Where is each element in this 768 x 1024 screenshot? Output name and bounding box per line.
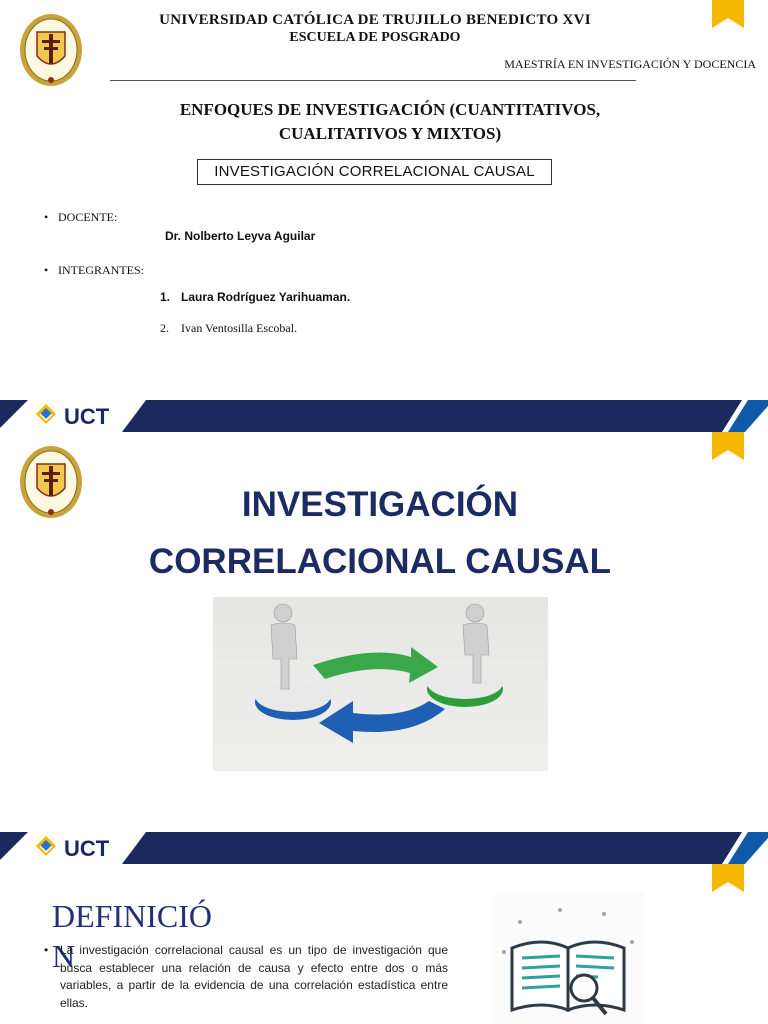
bullet-dot: • [44,210,49,224]
open-book-magnifier-icon [494,892,644,1024]
definition-heading-line1: DEFINICIÓ [52,898,212,934]
definition-paragraph [44,942,448,1012]
subtopic-box: INVESTIGACIÓN CORRELACIONAL CAUSAL [197,159,552,185]
definition-text: La investigación correlacional causal es un tipo de investigación que busca establecer una relación de causa y efecto entre dos o más variables, a partir de la evidencia de una correlación estadística entre ellas. [60,943,448,1010]
course-topic-line1: ENFOQUES DE INVESTIGACIÓN (CUANTITATIVOS, [179,100,601,119]
uct-banner [0,832,768,864]
members-bullet [44,263,144,278]
uct-banner [0,400,768,432]
bullet-dot: • [44,263,49,277]
member-item [160,290,350,304]
blue-arrow [319,701,445,743]
members-label: INTEGRANTES: [58,263,144,277]
member-item [160,321,297,336]
bookmark-icon [712,864,744,892]
slide-heading-line2: CORRELACIONAL CAUSAL [148,542,612,581]
header-divider [110,80,636,81]
uct-brand-text: UCT [64,404,110,429]
slide-heading [110,476,650,590]
uct-brand-text: UCT [64,836,110,861]
university-crest-icon [18,444,84,522]
slide-cover [0,0,768,400]
course-topic-line2: CUALITATIVOS Y MIXTOS) [278,124,502,143]
bookmark-icon [712,0,744,28]
bookmark-icon [712,432,744,460]
slide-definition [0,864,768,1024]
school-name: ESCUELA DE POSGRADO [289,30,461,45]
university-crest-icon [18,12,84,90]
cycle-illustration [213,597,548,771]
program-name: MAESTRÍA EN INVESTIGACIÓN Y DOCENCIA [504,57,756,71]
course-topic [130,98,650,146]
teacher-bullet [44,210,117,225]
definition-heading-line2: N [52,938,76,974]
university-name: UNIVERSIDAD CATÓLICA DE TRUJILLO BENEDICTO XVI [159,12,591,28]
slide-title [0,432,768,832]
teacher-label: DOCENTE: [58,210,118,224]
teacher-name: Dr. Nolberto Leyva Aguilar [165,229,316,243]
member-number: 2. [160,321,169,335]
person-figure-left [271,604,297,689]
member-name: Laura Rodríguez Yarihuaman. [181,290,351,304]
member-number: 1. [160,290,171,304]
green-arrow [313,647,438,683]
member-name: Ivan Ventosilla Escobal. [181,321,298,335]
slide-heading-line1: INVESTIGACIÓN [241,485,519,524]
bullet-dot: • [44,943,49,957]
